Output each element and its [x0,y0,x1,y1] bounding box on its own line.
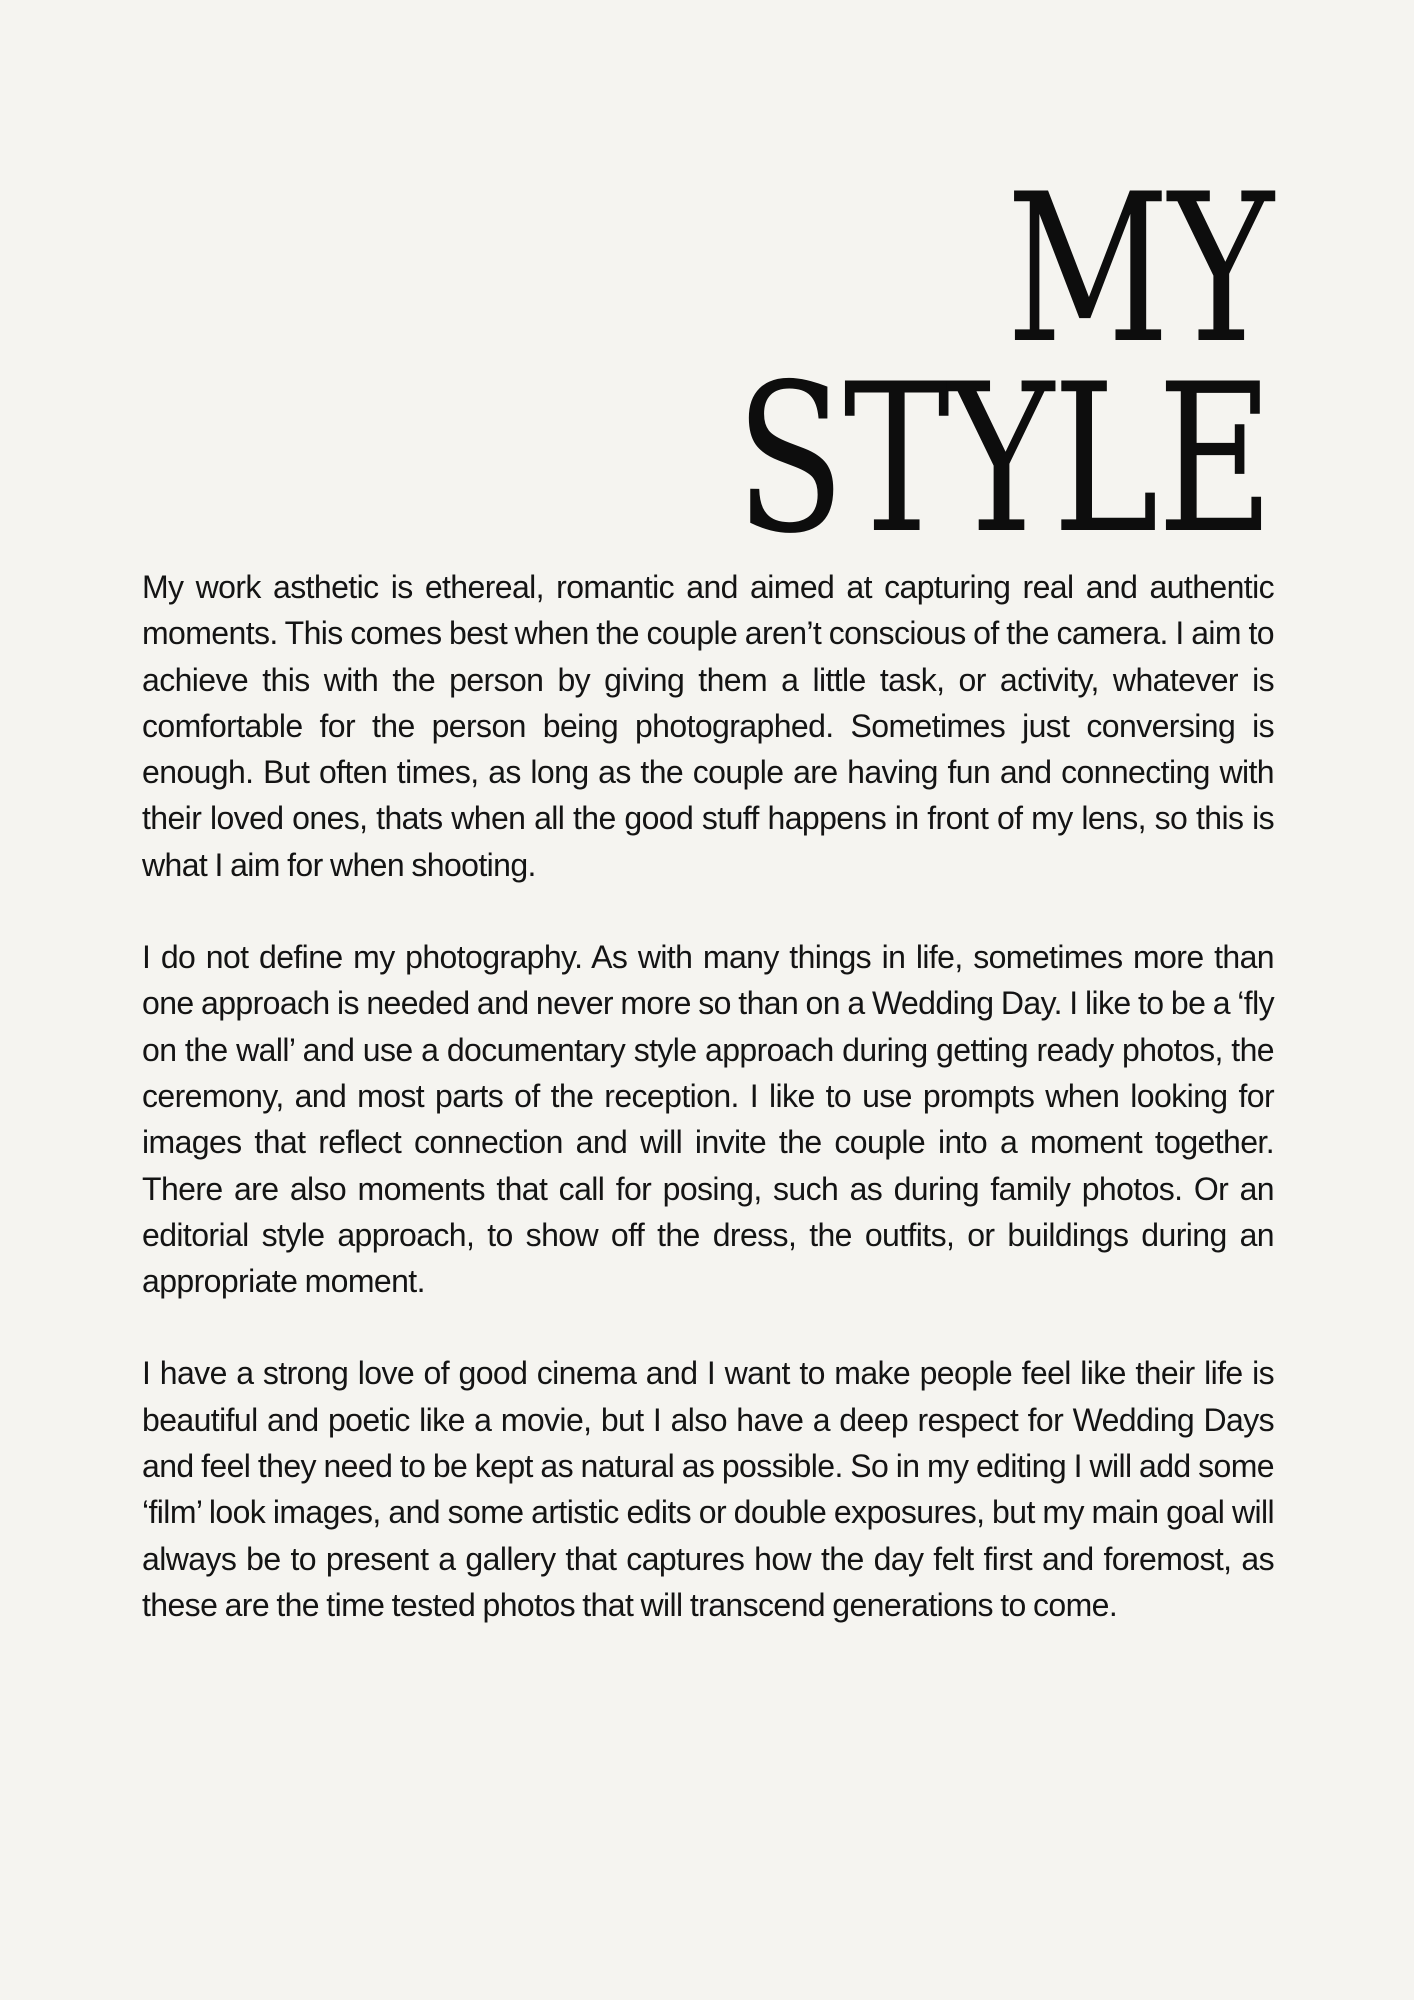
title-line-my: MY [1005,151,1272,389]
paragraph-aesthetic: My work asthetic is ethereal, romantic and aimed at capturing real and authentic moments. This comes best when the couple aren’t conscious of the camera. I aim to achieve this with the person by giving them a little task, or activity, whatever is comfortable for the person being photographed. Sometimes just conversing is enough. But often times, as long as the couple are having fun and connecting with their loved ones, thats when all the good stuff happens in front of my lens, so this is what I aim for when shooting. [142,569,1274,883]
page-title [584,151,1272,579]
title-line-style: STYLE [735,341,1272,579]
body-text [142,564,1274,1674]
paragraph-editing: I have a strong love of good cinema and I want to make people feel like their life is beautiful and poetic like a movie, but I also have a deep respect for Wedding Days and feel they need to be kept as natural as possible. So in my editing I will add some ‘film’ look images, and some artistic edits or double exposures, but my main goal will always be to present a gallery that captures how the day felt first and foremost, as these are the time tested photos that will transcend generations to come. [142,1355,1274,1623]
paragraph-approach: I do not define my photography. As with many things in life, sometimes more than one approach is needed and never more so than on a Wedding Day. I like to be a ‘fly on the wall’ and use a documentary style approach during getting ready photos, the ceremony, and most parts of the reception. I like to use prompts when looking for images that reflect connection and will invite the couple into a moment together. There are also moments that call for posing, such as during family photos. Or an editorial style approach, to show off the dress, the outfits, or buildings during an appropriate moment. [142,939,1274,1300]
